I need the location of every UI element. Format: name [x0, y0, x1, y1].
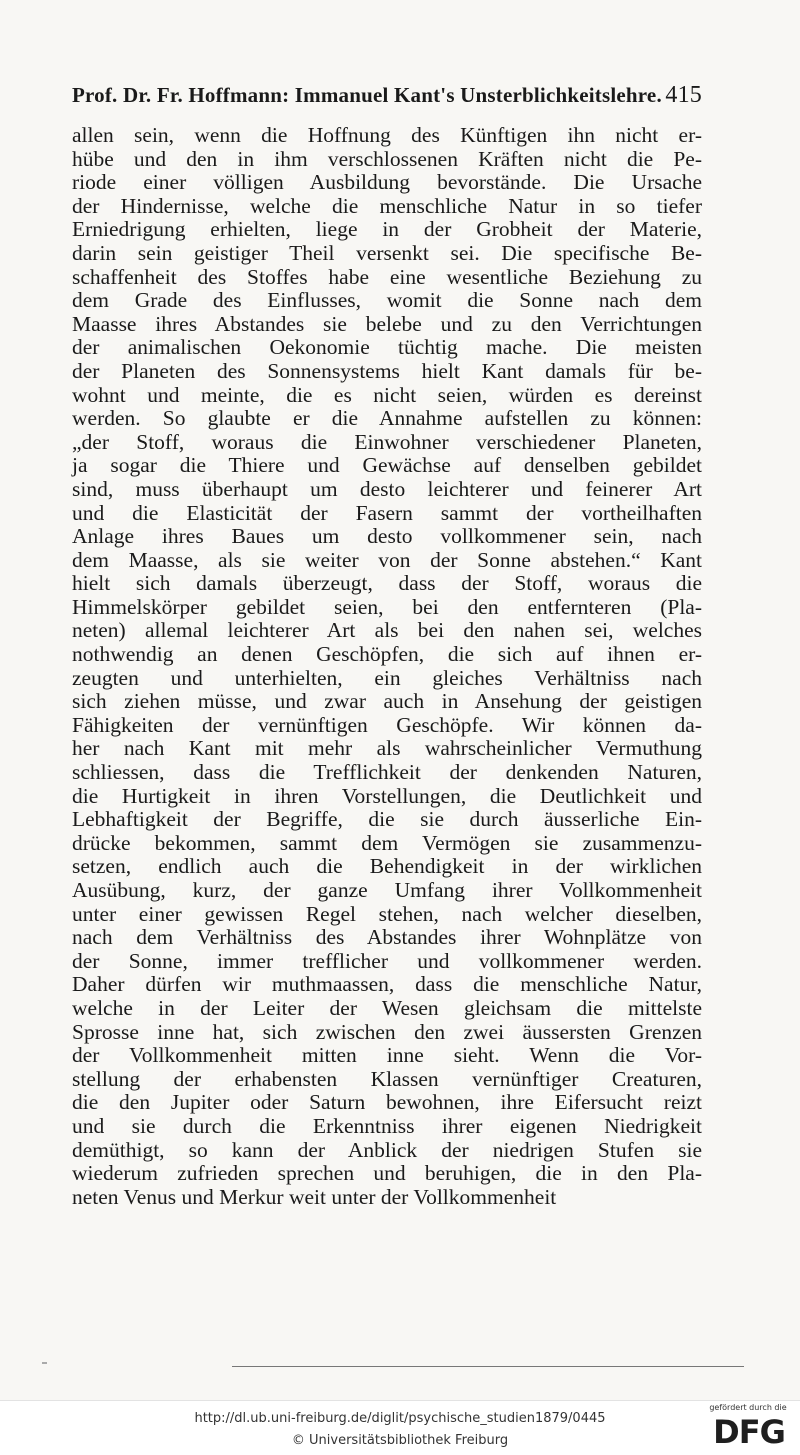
- text-line: Lebhaftigkeit der Begriffe, die sie durch äusserliche Ein-: [72, 807, 702, 832]
- dfg-caption: gefördert durch die: [709, 1403, 787, 1412]
- page-rule: [232, 1366, 744, 1367]
- text-line: schliessen, dass die Trefflichkeit der denkenden Naturen,: [72, 760, 702, 785]
- text-line: dem Maasse, als sie weiter von der Sonne abstehen.“ Kant: [72, 547, 702, 572]
- text-line: Ausübung, kurz, der ganze Umfang ihrer Vollkommenheit: [72, 878, 702, 902]
- text-line: und die Elasticität der Fasern sammt der vortheilhaften: [72, 500, 702, 525]
- permalink-url[interactable]: http://dl.ub.uni-freiburg.de/diglit/psychische_studien1879/0445: [194, 1411, 606, 1426]
- text-line: ja sogar die Thiere und Gewächse auf denselben gebildet: [72, 453, 702, 478]
- text-line: neten) allemal leichterer Art als bei den nahen sei, welches: [72, 618, 702, 643]
- text-line: hielt sich damals überzeugt, dass der Stoff, woraus die: [72, 571, 702, 596]
- body-text: [72, 124, 702, 1209]
- text-line: Himmelskörper gebildet seien, bei den entfernteren (Pla-: [72, 594, 702, 619]
- text-line: riode einer völligen Ausbildung bevorstände. Die Ursache: [72, 170, 702, 195]
- text-line: nothwendig an denen Geschöpfen, die sich auf ihnen er-: [72, 642, 702, 667]
- text-line: werden. So glaubte er die Annahme aufstellen zu können:: [72, 406, 702, 431]
- text-line: Daher dürfen wir muthmaassen, dass die menschliche Natur,: [72, 972, 702, 997]
- text-line: zeugten und unterhielten, ein gleiches Verhältniss nach: [72, 665, 702, 690]
- stray-mark: [42, 1362, 47, 1364]
- text-line: drücke bekommen, sammt dem Vermögen sie zusammenzu-: [72, 830, 702, 855]
- page-number: 415: [665, 82, 702, 108]
- text-line: neten Venus und Merkur weit unter der Vollkommenheit: [72, 1184, 557, 1209]
- text-line: Erniedrigung erhielten, liege in der Grobheit der Materie,: [72, 217, 702, 242]
- text-line: sich ziehen müsse, und zwar auch in Ansehung der geistigen: [72, 689, 702, 714]
- text-line: der Vollkommenheit mitten inne sieht. Wenn die Vor-: [72, 1043, 702, 1068]
- text-line: der Sonne, immer trefflicher und vollkommener werden.: [72, 948, 702, 973]
- text-line: demüthigt, so kann der Anblick der niedrigen Stufen sie: [72, 1137, 702, 1162]
- text-line: her nach Kant mit mehr als wahrscheinlicher Vermuthung: [72, 736, 702, 761]
- text-line: wiederum zufrieden sprechen und beruhigen, die in den Pla-: [72, 1161, 702, 1186]
- text-line: die Hurtigkeit in ihren Vorstellungen, die Deutlichkeit und: [72, 783, 702, 808]
- text-line: setzen, endlich auch die Behendigkeit in der wirklichen: [72, 854, 702, 879]
- viewer-footer: [0, 1400, 800, 1455]
- text-line: wohnt und meinte, die es nicht seien, würden es dereinst: [72, 382, 702, 407]
- text-line: nach dem Verhältniss des Abstandes ihrer Wohnplätze von: [72, 925, 702, 950]
- text-line: hübe und den in ihm verschlossenen Kräften nicht die Pe-: [72, 146, 702, 171]
- text-line: welche in der Leiter der Wesen gleichsam die mittelste: [72, 995, 702, 1020]
- text-line: die den Jupiter oder Saturn bewohnen, ihre Eifersucht reizt: [72, 1090, 702, 1115]
- text-line: „der Stoff, woraus die Einwohner verschiedener Planeten,: [72, 429, 702, 454]
- text-line: schaffenheit des Stoffes habe eine wesentliche Beziehung zu: [72, 264, 702, 289]
- text-line: der animalischen Oekonomie tüchtig mache. Die meisten: [72, 335, 702, 360]
- text-line: allen sein, wenn die Hoffnung des Künftigen ihn nicht er-: [72, 123, 702, 147]
- text-line: und sie durch die Erkenntniss ihrer eigenen Niedrigkeit: [72, 1113, 702, 1138]
- text-line: stellung der erhabensten Klassen vernünftiger Creaturen,: [72, 1066, 702, 1091]
- text-line: unter einer gewissen Regel stehen, nach welcher dieselben,: [72, 901, 702, 926]
- text-line: der Hindernisse, welche die menschliche Natur in so tiefer: [72, 193, 702, 218]
- text-line: sind, muss überhaupt um desto leichterer und feinerer Art: [72, 476, 702, 501]
- text-line: Sprosse inne hat, sich zwischen den zwei äussersten Grenzen: [72, 1019, 702, 1044]
- running-head: [72, 82, 702, 109]
- dfg-logo: DFG: [713, 1413, 785, 1451]
- running-title: Prof. Dr. Fr. Hoffmann: Immanuel Kant's Unsterblichkeitslehre.: [72, 83, 662, 107]
- text-line: darin sein geistiger Theil versenkt sei. Die specifische Be-: [72, 240, 702, 265]
- text-line: Anlage ihres Baues um desto vollkommener sein, nach: [72, 524, 702, 549]
- copyright-notice: © Universitätsbibliothek Freiburg: [291, 1433, 509, 1448]
- text-line: dem Grade des Einflusses, womit die Sonne nach dem: [72, 288, 702, 313]
- text-line: Maasse ihres Abstandes sie belebe und zu den Verrichtungen: [72, 311, 702, 336]
- text-line: der Planeten des Sonnensystems hielt Kant damals für be-: [72, 358, 702, 383]
- text-line: Fähigkeiten der vernünftigen Geschöpfe. Wir können da-: [72, 712, 702, 737]
